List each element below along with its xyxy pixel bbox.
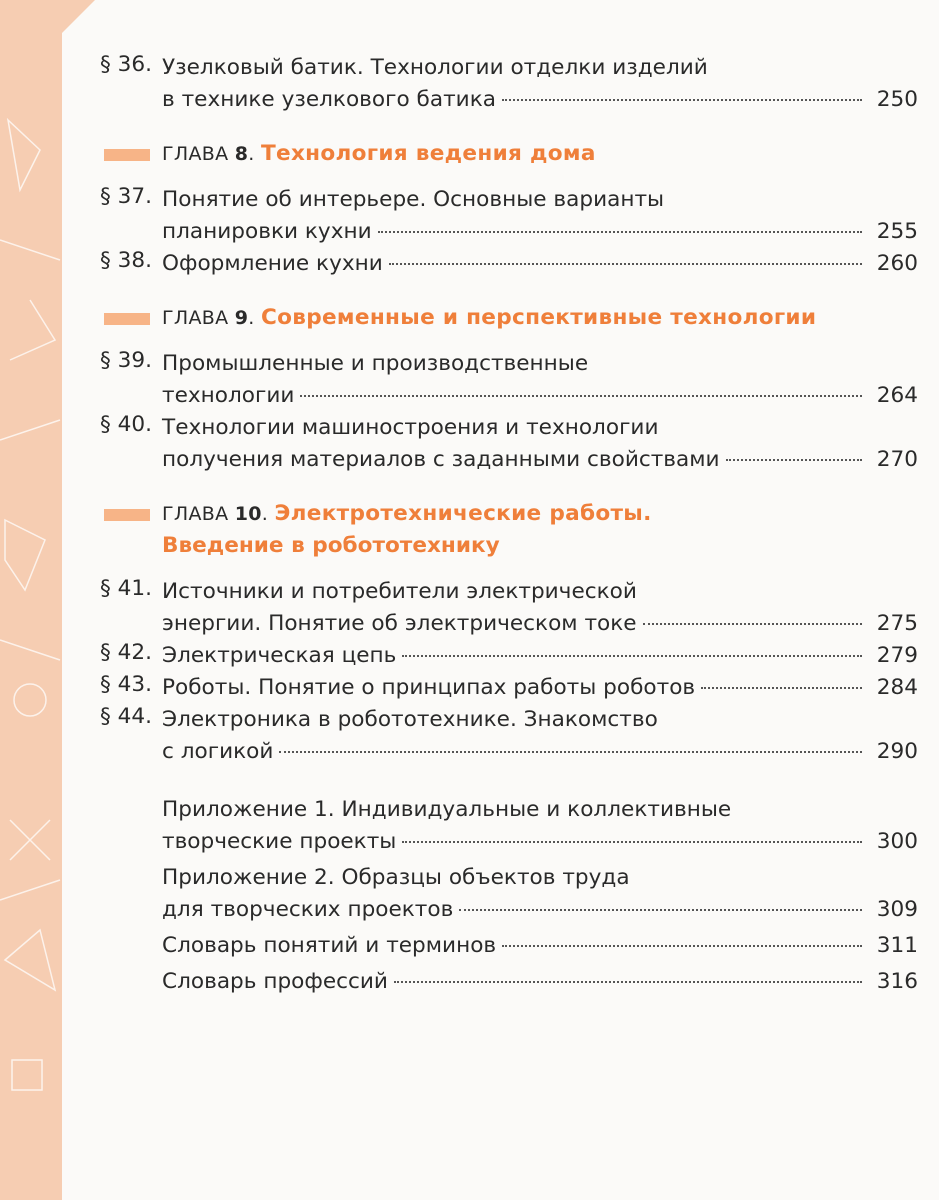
chapter-marker-bar xyxy=(104,313,150,325)
dot-leader xyxy=(459,909,862,911)
page-number: 316 xyxy=(876,969,918,994)
section-number: § 39. xyxy=(100,348,153,373)
section-title-line: Технологии машиностроения и технологии xyxy=(162,415,659,440)
glossary-title: Словарь понятий и терминов xyxy=(162,933,497,958)
chapter-marker-bar xyxy=(104,509,150,521)
toc-entry-section-39[interactable] xyxy=(100,348,918,412)
section-number: § 42. xyxy=(100,640,153,665)
page-number: 264 xyxy=(876,383,918,408)
chapter-title: Технология ведения дома xyxy=(260,141,596,166)
section-title-line: Роботы. Понятие о принципах работы роботов xyxy=(162,675,696,700)
page-number: 255 xyxy=(876,219,918,244)
professions-title: Словарь профессий xyxy=(162,969,388,994)
section-title-line: технологии xyxy=(162,383,295,408)
dot-leader xyxy=(402,655,862,657)
section-title-line: Источники и потребители электрической xyxy=(162,579,637,604)
dot-leader xyxy=(279,751,862,753)
dot-leader xyxy=(643,623,862,625)
toc-entry-professions[interactable] xyxy=(162,966,918,998)
dot-leader xyxy=(726,459,862,461)
section-title-line: с логикой xyxy=(162,739,274,764)
toc-entry-section-42[interactable] xyxy=(100,640,918,672)
section-title-line: получения материалов с заданными свойствами xyxy=(162,447,720,472)
chapter-heading-10 xyxy=(100,498,918,562)
margin-corner xyxy=(55,0,95,40)
section-title-line: Электроника в робототехнике. Знакомство xyxy=(162,707,658,732)
chapter-heading-9 xyxy=(100,302,918,334)
toc-entry-glossary[interactable] xyxy=(162,930,918,962)
appendix-title-line: для творческих проектов xyxy=(162,897,454,922)
section-number: § 36. xyxy=(100,52,153,77)
dot-leader xyxy=(378,231,862,233)
decorative-margin-strip xyxy=(0,0,62,1200)
page-number: 311 xyxy=(876,933,918,958)
geometric-pattern-icon xyxy=(0,0,62,1200)
chapter-number: 10 xyxy=(234,503,262,525)
section-title-line: энергии. Понятие об электрическом токе xyxy=(162,611,637,636)
toc-entry-section-43[interactable] xyxy=(100,672,918,704)
page-number: 300 xyxy=(876,829,918,854)
chapter-separator: . xyxy=(261,503,269,525)
chapter-heading-8 xyxy=(100,138,918,170)
page-number: 309 xyxy=(876,897,918,922)
dot-leader xyxy=(502,945,862,947)
toc-entry-appendix-1[interactable] xyxy=(162,794,918,858)
toc-entry-appendix-2[interactable] xyxy=(162,862,918,926)
page-number: 279 xyxy=(876,643,918,668)
page-number: 284 xyxy=(876,675,918,700)
chapter-marker-bar xyxy=(104,149,150,161)
dot-leader xyxy=(701,687,862,689)
dot-leader xyxy=(300,395,862,397)
appendix-title-line: Приложение 1. Индивидуальные и коллективные xyxy=(162,797,732,822)
page-number: 290 xyxy=(876,739,918,764)
section-title-line: планировки кухни xyxy=(162,219,372,244)
page-number: 250 xyxy=(876,87,918,112)
section-number: § 40. xyxy=(100,412,153,437)
chapter-number: 8 xyxy=(234,143,249,165)
toc-entry-section-41[interactable] xyxy=(100,576,918,640)
section-title-line: Понятие об интерьере. Основные варианты xyxy=(162,187,665,212)
toc-entry-section-40[interactable] xyxy=(100,412,918,476)
section-number: § 41. xyxy=(100,576,153,601)
toc-entry-section-37[interactable] xyxy=(100,184,918,248)
chapter-title-continued: Введение в робототехнику xyxy=(162,533,500,558)
appendix-title-line: творческие проекты xyxy=(162,829,397,854)
section-number: § 44. xyxy=(100,704,153,729)
appendix-title-line: Приложение 2. Образцы объектов труда xyxy=(162,865,630,890)
chapter-separator: . xyxy=(248,143,255,165)
section-title-line: Электрическая цепь xyxy=(162,643,397,668)
chapter-label: ГЛАВА xyxy=(162,143,229,165)
chapter-label: ГЛАВА xyxy=(162,307,229,329)
chapter-number: 9 xyxy=(234,307,249,329)
chapter-title: Электротехнические работы. xyxy=(274,501,652,526)
toc-entry-section-44[interactable] xyxy=(100,704,918,768)
dot-leader xyxy=(402,841,862,843)
toc-entry-section-36[interactable] xyxy=(100,52,918,116)
section-title-line: Узелковый батик. Технологии отделки изделий xyxy=(162,55,708,80)
section-number: § 43. xyxy=(100,672,153,697)
dot-leader xyxy=(502,99,862,101)
page-number: 260 xyxy=(876,251,918,276)
chapter-title: Современные и перспективные технологии xyxy=(260,305,817,330)
page-number: 275 xyxy=(876,611,918,636)
table-of-contents xyxy=(100,52,918,998)
section-number: § 37. xyxy=(100,184,153,209)
section-title-line: Промышленные и производственные xyxy=(162,351,589,376)
page-number: 270 xyxy=(876,447,918,472)
section-title-line: в технике узелкового батика xyxy=(162,87,496,112)
section-number: § 38. xyxy=(100,248,153,273)
dot-leader xyxy=(389,263,862,265)
dot-leader xyxy=(394,981,862,983)
section-title-line: Оформление кухни xyxy=(162,251,383,276)
chapter-separator: . xyxy=(248,307,255,329)
toc-entry-section-38[interactable] xyxy=(100,248,918,280)
chapter-label: ГЛАВА xyxy=(162,503,229,525)
